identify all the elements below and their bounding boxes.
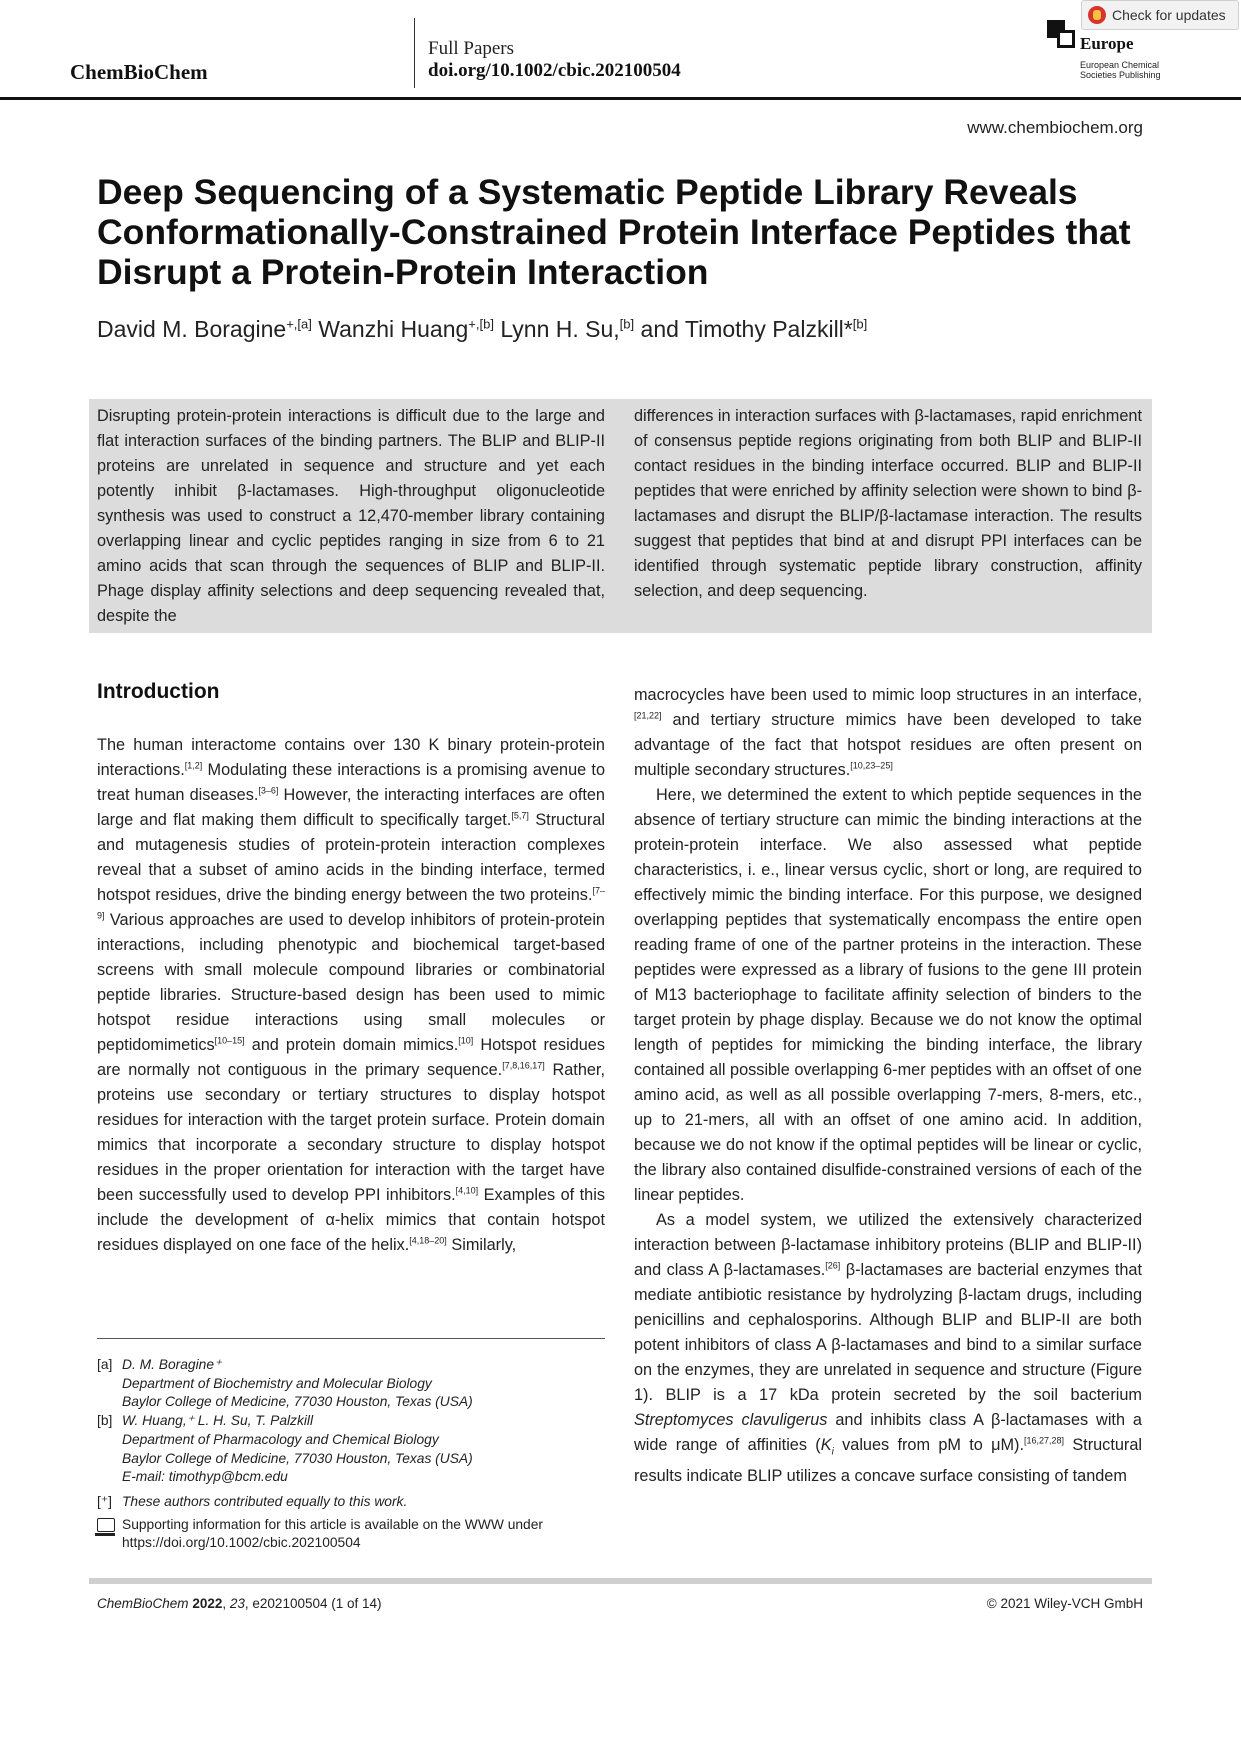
affiliation-authors: D. M. Boragine⁺ <box>122 1357 222 1372</box>
article-title: Deep Sequencing of a Systematic Peptide Library Reveals Conformationally-Constrained Protein Interface Peptides that Disrupt a Protein-Protein Interaction <box>97 172 1131 292</box>
footer-year: 2022 <box>192 1596 223 1611</box>
citation-ref[interactable]: [16,27,28] <box>1023 1435 1065 1446</box>
publisher-title: Europe <box>1080 34 1134 53</box>
citation-ref[interactable]: [4,10] <box>455 1185 479 1196</box>
affiliation-authors: W. Huang,⁺ L. H. Su, T. Palzkill <box>122 1413 314 1429</box>
citation-ref[interactable]: [1,2] <box>184 760 203 771</box>
equal-contribution-tag: [⁺] <box>97 1493 112 1509</box>
journal-name: ChemBioChem <box>70 60 208 84</box>
equal-contribution-text: These authors contributed equally to this work. <box>122 1493 408 1509</box>
footer-copyright: © 2021 Wiley-VCH GmbH <box>986 1596 1143 1611</box>
author-affiliation-mark: +,[a] <box>286 316 312 332</box>
abstract-column-right: differences in interaction surfaces with β-lactamases, rapid enrichment of consensus peptide regions originating from both BLIP and BLIP-II contact residues in the binding interface occurred. BLIP and BLIP-II peptides that were enriched by affinity selection were shown to bind β-lactamases and disrupt the BLIP/β-lactamase interaction. The results suggest that peptides that bind at and disrupt PPI interfaces can be identified through systematic peptide library construction, affinity selection, and deep sequencing. <box>634 407 1142 600</box>
abstract-column-left: Disrupting protein-protein interactions is difficult due to the large and flat interaction surfaces of the binding partners. The BLIP and BLIP-II proteins are unrelated in sequence and structure and yet each potently inhibit β-lactamases. High-throughput oligonucleotide synthesis was used to construct a 12,470-member library containing overlapping linear and cyclic peptides ranging in size from 6 to 21 amino acids that scan through the sequences of BLIP and BLIP-II. Phage display affinity selections and deep sequencing revealed that, despite the <box>97 407 605 625</box>
footer-citation: ChemBioChem 2022, 23, e202100504 (1 of 14) <box>97 1596 382 1611</box>
subscript-text: i <box>831 1446 834 1458</box>
citation-ref[interactable]: [10] <box>458 1035 474 1046</box>
paragraph-text: The human interactome contains over 130 K binary protein-protein interactions. <box>97 736 605 779</box>
author-list: David M. Boragine$^{+,[a]}$ Wanzhi Huang$^{+,[b]}$ Lynn H. Su,[b] and Timothy Palzkill*[b] <box>97 316 868 342</box>
article-type: Full Papers <box>428 38 515 59</box>
affiliation-department: Department of Biochemistry and Molecular Biology <box>122 1375 432 1391</box>
body-paragraph <box>634 683 1142 783</box>
affiliation-tag: [b] <box>97 1413 113 1429</box>
check-for-updates-label: Check for updates <box>1112 7 1226 23</box>
supporting-info-link[interactable]: Supporting information for this article is available on the WWW under https://doi.org/10.1002/cbic.202100504 <box>122 1516 543 1551</box>
author-affiliation-mark: +,[b] <box>468 316 494 332</box>
paragraph-text: and protein domain mimics. <box>244 1036 459 1054</box>
citation-ref[interactable]: [10,23–25] <box>850 760 893 771</box>
author-affiliation-mark: [b] <box>852 316 868 332</box>
header-divider <box>414 18 415 88</box>
body-paragraph <box>97 733 605 1258</box>
citation-ref[interactable]: [4,18–20] <box>409 1235 447 1246</box>
citation-ref[interactable]: [5,7] <box>511 810 529 821</box>
citation-ref[interactable]: [3–6] <box>258 785 279 796</box>
doi-link[interactable]: doi.org/10.1002/cbic.202100504 <box>428 60 681 81</box>
affiliation-institution: Baylor College of Medicine, 77030 Houston, Texas (USA) <box>122 1450 473 1466</box>
affiliation-b <box>97 1412 605 1487</box>
paragraph-text: and tertiary structure mimics have been developed to take advantage of the fact that hotspot residues are often present on multiple secondary structures. <box>634 711 1142 779</box>
body-paragraph <box>634 783 1142 1208</box>
footer-journal: ChemBioChem <box>97 1596 189 1611</box>
paragraph-text: Structural results indicate BLIP utilizes a concave surface consisting of tandem <box>634 1436 1142 1486</box>
affiliation-department: Department of Pharmacology and Chemical Biology <box>122 1431 439 1447</box>
footer-volume: 23 <box>229 1596 245 1611</box>
footnote-rule <box>97 1338 605 1339</box>
author-affiliation-mark: [b] <box>619 316 635 332</box>
italic-text: Streptomyces clavuligerus <box>634 1411 828 1429</box>
paragraph-text: As a model system, we utilized the extensively characterized interaction between β-lactamase inhibitory proteins (BLIP and BLIP-II) and class A β-lactamases. <box>634 1211 1142 1279</box>
publisher-logo-mark <box>1057 30 1075 48</box>
paragraph-text: Hotspot residues are normally not contiguous in the primary sequence. <box>97 1036 605 1079</box>
footer-bar <box>89 1578 1152 1584</box>
author-name: David M. Boragine <box>97 316 287 342</box>
publisher-subtitle: European Chemical Societies Publishing <box>1080 60 1161 80</box>
crossmark-icon <box>1088 6 1106 24</box>
author-name: Wanzhi Huang <box>318 316 469 342</box>
paragraph-text: Here, we determined the extent to which peptide sequences in the absence of tertiary structure can mimic the binding interactions at the protein-protein interface. We also assessed what peptide characteristics, i. e., linear versus cyclic, short or long, are required to effectively mimic the binding interface. For this purpose, we designed overlapping peptides that systematically encompass the entire open reading frame of one of the partner proteins in the interaction. These peptides were expressed as a library of fusions to the gene III protein of M13 bacteriophage to facilitate affinity selection of binders to the target protein by phage display. Because we do not know the optimal length of peptides for mimicking the binding interface, the library contained all possible overlapping 6-mer peptides with an offset of one amino acid, as well as all possible overlapping 7-mers, 8-mers, etc., up to 21-mers, all with an offset of one amino acid. In addition, because we do not know if the optimal peptides will be linear or cyclic, the library also contained disulfide-constrained versions of each of the linear peptides. <box>634 786 1142 1204</box>
body-column-right <box>634 683 1142 1489</box>
affiliation-tag: [a] <box>97 1357 113 1372</box>
check-for-updates-button[interactable] <box>1081 0 1239 30</box>
affiliation-a <box>97 1356 605 1412</box>
paragraph-text: Various approaches are used to develop inhibitors of protein-protein interactions, including phenotypic and biochemical target-based screens with small molecule compound libraries or combinatorial peptide libraries. Structure-based design has been used to mimic hotspot residue interactions using small molecules or peptidomimetics <box>97 911 605 1054</box>
affiliation-institution: Baylor College of Medicine, 77030 Houston, Texas (USA) <box>122 1394 473 1410</box>
citation-ref[interactable]: [7–9] <box>97 885 605 921</box>
header-rule <box>0 97 1241 100</box>
body-paragraph <box>634 1208 1142 1489</box>
introduction-heading: Introduction <box>97 680 220 703</box>
paragraph-text: values from pM to μM). <box>833 1436 1024 1454</box>
author-name: Timothy Palzkill* <box>684 316 853 342</box>
citation-ref[interactable]: [21,22] <box>634 710 662 721</box>
paragraph-text: macrocycles have been used to mimic loop structures in an interface, <box>634 686 1142 704</box>
affiliations <box>97 1356 605 1553</box>
footer-article: , e202100504 (1 of 14) <box>244 1596 382 1611</box>
citation-ref[interactable]: [10–15] <box>214 1035 245 1046</box>
paragraph-text: Examples of this include the development of α-helix mimics that contain hotspot residues displayed on one face of the helix. <box>97 1186 605 1254</box>
supporting-info-note <box>97 1516 605 1553</box>
paragraph-text: However, the interacting interfaces are often large and flat making them difficult to specifically target. <box>97 786 605 829</box>
paragraph-text: β-lactamases are bacterial enzymes that mediate antibiotic resistance by hydrolyzing β-lactam drugs, including penicillins and cephalosporins. Although BLIP and BLIP-II are both potent inhibitors of class A β-lactamases and bind to a similar surface on the enzymes, they are unrelated in sequence and structure (Figure 1). BLIP is a 17 kDa protein secreted by the soil bacterium <box>634 1261 1143 1404</box>
body-column-left <box>97 733 605 1258</box>
paragraph-text: Structural and mutagenesis studies of protein-protein interaction complexes reveal that a subset of amino acids in the binding interface, termed hotspot residues, drive the binding energy between the two proteins. <box>97 811 605 904</box>
citation-ref[interactable]: [26] <box>825 1260 841 1271</box>
italic-text: K <box>820 1436 832 1454</box>
paragraph-text: Rather, proteins use secondary or tertiary structures to display hotspot residues for interaction with the target protein surface. Protein domain mimics that incorporate a secondary structure to display hotspot residues in the proper orientation for interaction with the target have been successfully used to develop PPI inhibitors. <box>97 1061 605 1204</box>
paragraph-text: Similarly, <box>446 1236 517 1254</box>
computer-icon <box>97 1518 115 1532</box>
citation-ref[interactable]: [7,8,16,17] <box>502 1060 545 1071</box>
journal-website-link[interactable]: www.chembiochem.org <box>967 118 1143 137</box>
author-name: Lynn H. Su, <box>500 316 620 342</box>
equal-contribution-note <box>97 1493 605 1512</box>
paragraph-text: and inhibits class A β-lactamases with a wide range of affinities ( <box>634 1411 1142 1454</box>
corresponding-email-link[interactable]: E-mail: timothyp@bcm.edu <box>122 1469 288 1485</box>
paragraph-text: Modulating these interactions is a promising avenue to treat human diseases. <box>97 761 605 804</box>
